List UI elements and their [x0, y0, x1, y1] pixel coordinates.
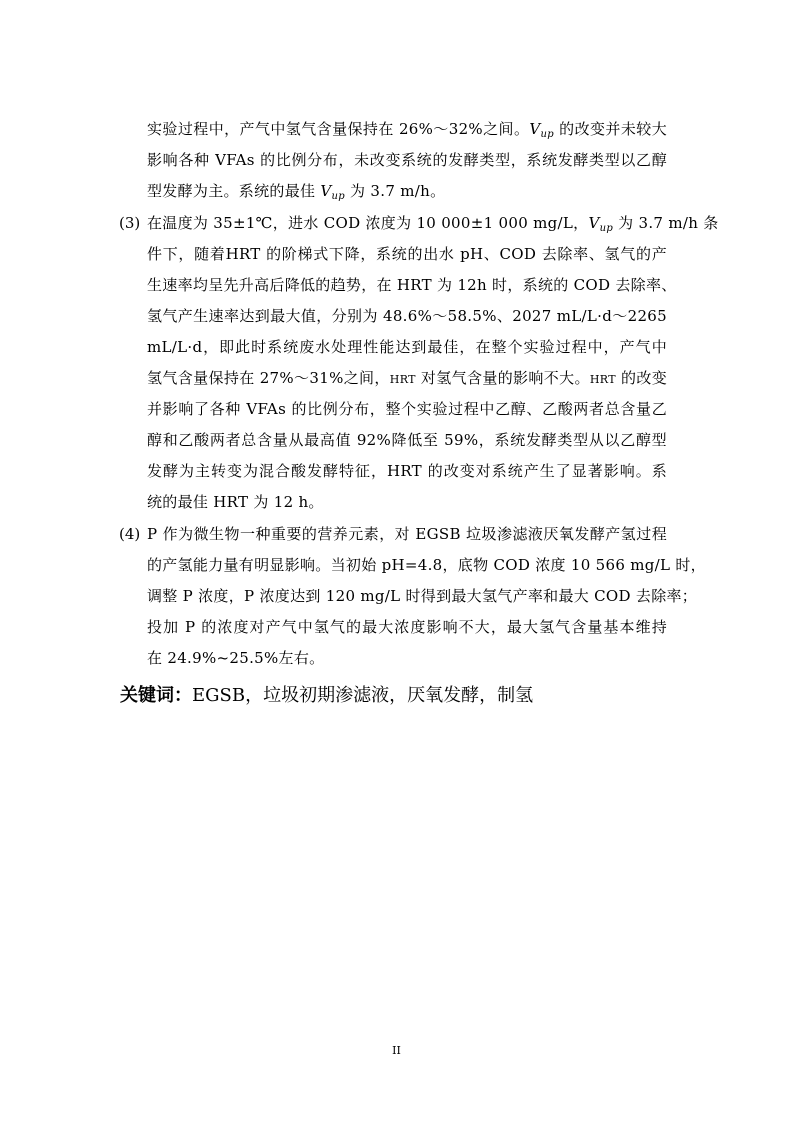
paragraph-line: 并影响了各种 VFAs 的比例分布，整个实验过程中乙醇、乙酸两者总含量乙	[147, 400, 667, 418]
keywords-text: EGSB，垃圾初期渗滤液，厌氧发酵，制氢	[192, 685, 534, 706]
paragraph-line: 醇和乙酸两者总含量从最高值 92%降低至 59%，系统发酵类型从以乙醇型	[147, 431, 667, 449]
page-number: II	[392, 1044, 401, 1057]
paragraph-line: 实验过程中，产气中氢气含量保持在 26%～32%之间。$V_{up}$ 的改变并未较大	[147, 120, 667, 140]
keywords-label: 关键词：	[120, 685, 192, 706]
paragraph-line: mL/L·d，即此时系统废水处理性能达到最佳，在整个实验过程中，产气中	[147, 338, 667, 356]
paragraph-line: 影响各种 VFAs 的比例分布，未改变系统的发酵类型，系统发酵类型以乙醇	[147, 151, 667, 169]
keywords-line	[120, 683, 533, 709]
v-up-symbol: $V_{up}$	[320, 182, 345, 202]
v-up-symbol: $V_{up}$	[529, 120, 554, 140]
paragraph-line: 在 24.9%~25.5%左右。	[147, 649, 325, 667]
paragraph-line: 件下，随着HRT 的阶梯式下降，系统的出水 pH、COD 去除率、氢气的产	[147, 245, 667, 263]
paragraph-line: 的产氢能力量有明显影响。当初始 pH=4.8，底物 COD 浓度 10 566 mg/L 时，	[147, 556, 706, 574]
paragraph-line: 发酵为主转变为混合酸发酵特征，HRT 的改变对系统产生了显著影响。系	[147, 462, 667, 480]
list-number: (4)	[119, 525, 141, 543]
paragraph-line: 统的最佳 HRT 为 12 h。	[147, 493, 324, 511]
paragraph-line: P 作为微生物一种重要的营养元素，对 EGSB 垃圾渗滤液厌氧发酵产氢过程	[147, 525, 667, 543]
paragraph-line: 在温度为 35±1℃，进水 COD 浓度为 10 000±1 000 mg/L，$V_{up}$ 为 3.7 m/h 条	[147, 214, 719, 234]
paragraph-line: 型发酵为主。系统的最佳 $V_{up}$ 为 3.7 m/h。	[147, 182, 446, 202]
paragraph-line: 投加 P 的浓度对产气中氢气的最大浓度影响不大，最大氢气含量基本维持	[147, 618, 667, 636]
paragraph-line: 调整 P 浓度，P 浓度达到 120 mg/L 时得到最大氢气产率和最大 COD 去除率；	[147, 587, 698, 605]
v-up-symbol: $V_{up}$	[588, 214, 614, 234]
paragraph-line: 生速率均呈先升高后降低的趋势，在 HRT 为 12h 时，系统的 COD 去除率、	[147, 276, 677, 294]
paragraph-line: 氢气含量保持在 27%～31%之间，HRT 对氢气含量的影响不大。HRT 的改变	[147, 369, 667, 387]
list-number: (3)	[119, 214, 141, 232]
paragraph-line: 氢气产生速率达到最大值，分别为 48.6%～58.5%、2027 mL/L·d～2265	[147, 307, 667, 325]
